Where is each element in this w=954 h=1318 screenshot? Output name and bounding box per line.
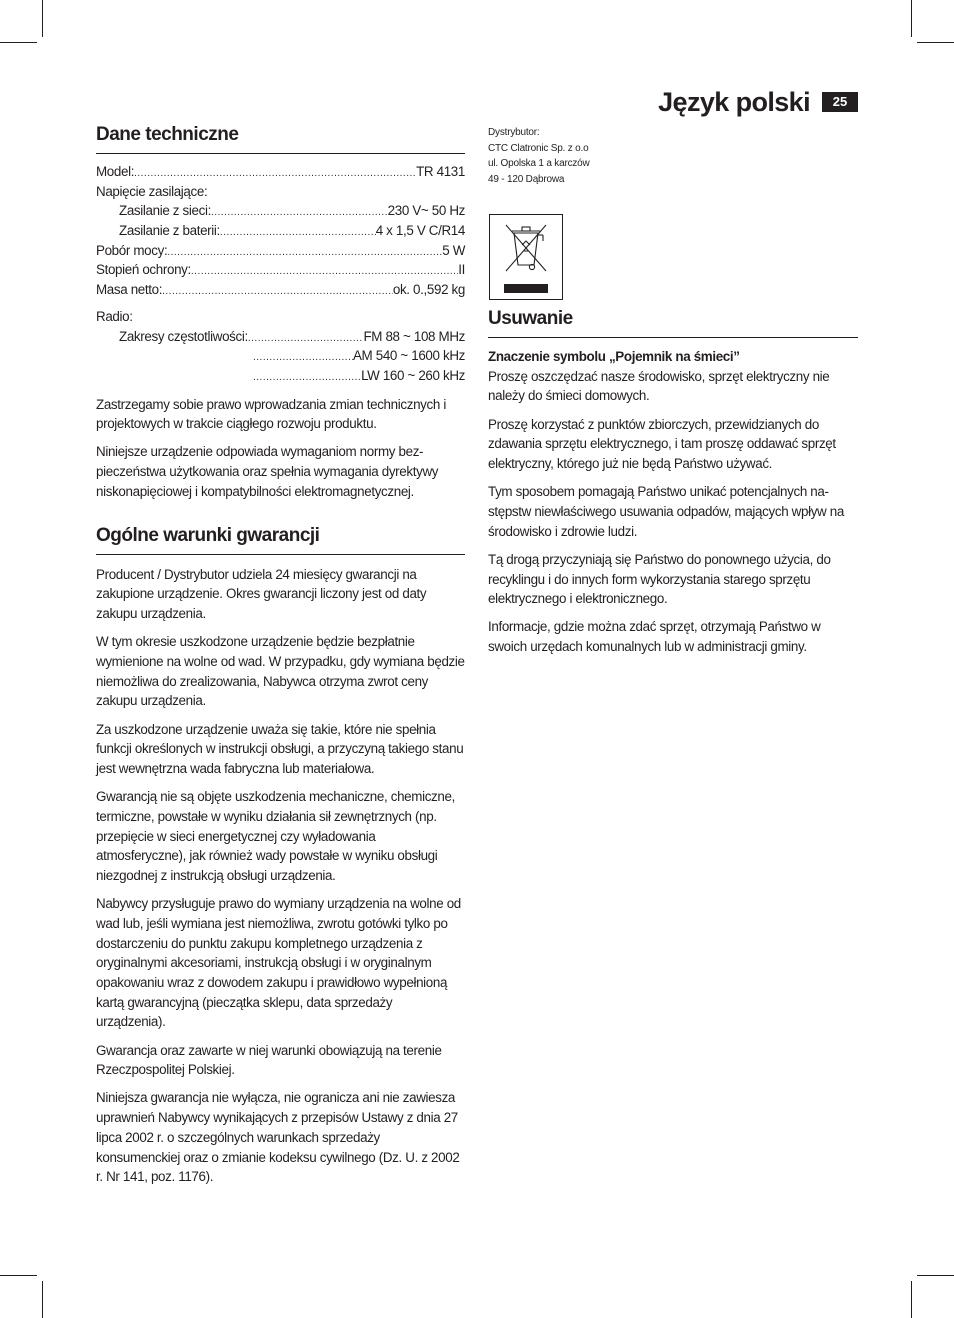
spec-row-protection — [96, 260, 465, 280]
spec-label: Zasilanie z sieci: — [119, 203, 211, 219]
spec-row-mains — [96, 201, 465, 221]
spec-row-radio — [96, 307, 465, 327]
crossed-out-wheelie-bin-icon — [489, 214, 563, 300]
right-column — [488, 125, 858, 665]
crop-mark — [42, 1281, 43, 1318]
distributor-block — [488, 125, 858, 187]
spec-row-am — [96, 346, 465, 366]
spec-value: 230 V~ 50 Hz — [387, 203, 465, 219]
spec-value: II — [458, 262, 465, 278]
paragraph: Tym sposobem pomagają Państwo unikać potencjalnych następstw niewłaściwego usuwania odpadów, mających wpływ na środowisko i zdrowie ludzi. — [488, 484, 844, 539]
paragraph: Zastrzegamy sobie prawo wprowadzania zmian technicznych i projektowych w trakcie ciągłego rozwoju produktu. — [96, 396, 446, 432]
distributor-line: ul. Opolska 1 a karczów — [488, 158, 590, 169]
spec-label: Pobór mocy: — [96, 242, 168, 258]
spec-row-lw — [96, 366, 465, 386]
spec-row-weight — [96, 280, 465, 300]
dot-leader — [134, 162, 416, 184]
spec-value: LW 160 ~ 260 kHz — [361, 367, 465, 383]
paragraph: Gwarancją nie są objęte uszkodzenia mechaniczne, chemiczne, termiczne, powstałe w wyniku działania sił zewnętrznych (np. przepięcie w sieci energetycznej czy wyładowania atmosferyczne), jak również wady powstałe w wyniku obsługi niezgodnej z instrukcją obsługi urządzenia. — [96, 789, 455, 883]
spec-row-power — [96, 241, 465, 261]
dot-leader — [248, 327, 364, 349]
tech-data-heading: Dane techniczne — [96, 121, 465, 154]
crop-mark — [917, 1275, 954, 1276]
crop-mark — [0, 1275, 37, 1276]
spec-value: AM 540 ~ 1600 kHz — [352, 348, 465, 364]
paragraph: W tym okresie uszkodzone urządzenie będzie bezpłatnie wymienione na wolne od wad. W przypadku, gdy wymiana będzie niemożliwa do zrealizowania, Nabywca otrzyma zwrot ceny zakupu urządzenia. — [96, 634, 465, 709]
paragraph: Proszę oszczędzać nasze środowisko, sprzęt elektryczny nie należy do śmieci domowych. — [488, 368, 830, 404]
spec-label: Stopień ochrony: — [96, 262, 191, 278]
page-number-badge: 25 — [822, 92, 858, 112]
spec-value: ok. 0.,592 kg — [392, 282, 465, 298]
dot-leader — [220, 221, 376, 243]
left-column — [96, 121, 465, 1195]
spec-value: FM 88 ~ 108 MHz — [363, 328, 465, 344]
distributor-line: Dystrybutor: — [488, 127, 540, 138]
crop-mark — [911, 0, 912, 37]
spec-table — [96, 162, 465, 386]
dot-leader — [191, 260, 458, 282]
dot-leader — [253, 346, 353, 368]
spec-value: TR 4131 — [416, 164, 465, 179]
warranty-heading: Ogólne warunki gwarancji — [96, 522, 465, 555]
tech-notes — [96, 395, 465, 502]
spec-row-battery — [96, 221, 465, 241]
spec-value: 5 W — [442, 242, 465, 258]
paragraph: Producent / Dystrybutor udziela 24 miesięcy gwarancji na zakupione urządzenie. Okres gwarancji liczony jest od daty zakupu urządzenia. — [96, 566, 427, 621]
spec-row-fm — [96, 327, 465, 347]
spec-label: Radio: — [96, 308, 133, 324]
spec-row-supply — [96, 182, 465, 202]
paragraph: Informacje, gdzie można zdać sprzęt, otrzymają Państwo w swoich urzędach komunalnych lub w administracji gminy. — [488, 619, 821, 655]
spec-label: Zakresy częstotliwości: — [119, 328, 248, 344]
crop-mark — [42, 0, 43, 37]
warranty-text — [96, 565, 465, 1187]
crop-mark — [911, 1281, 912, 1318]
paragraph: Niniejsza gwarancja nie wyłącza, nie ogranicza ani nie zawiesza uprawnień Nabywcy wynikających z przepisów Ustawy z dnia 27 lipca 2002 r. o szczególnych warunkach sprzedaży konsumenckiej oraz o zmianie kodeksu cywilnego (Dz. U. z 2002 r. Nr 141, poz. 1176). — [96, 1090, 460, 1185]
spec-label: Zasilanie z baterii: — [119, 223, 220, 239]
dot-leader — [253, 366, 361, 388]
spec-label: Masa netto: — [96, 282, 163, 298]
distributor-line: 49 - 120 Dąbrowa — [488, 173, 565, 185]
spec-value: 4 x 1,5 V C/R14 — [375, 223, 465, 239]
crop-mark — [917, 42, 954, 43]
spec-label: Model: — [96, 164, 135, 179]
dot-leader — [211, 201, 388, 223]
spec-row-model — [96, 162, 465, 182]
paragraph: Gwarancja oraz zawarte w niej warunki obowiązują na terenie Rzeczpospolitej Polskiej. — [96, 1042, 442, 1078]
paragraph: Za uszkodzone urządzenie uważa się takie, które nie spełnia funkcji określonych w instrukcji obsługi, a przyczyną takiego stanu jest wewnętrzna wada fabryczna lub materiałowa. — [96, 721, 464, 776]
paragraph: Tą drogą przyczyniają się Państwo do ponownego użycia, do recyklingu i do innych form wykorzystania starego sprzętu elektrycznego i elektronicznego. — [488, 551, 831, 607]
dot-leader — [167, 241, 442, 263]
paragraph: Proszę korzystać z punktów zbiorczych, przewidzianych do zdawania sprzętu elektrycznego, i tam proszę oddawać sprzęt elektryczny, którego już nie będą Państwo używać. — [488, 416, 836, 472]
dot-leader — [162, 280, 393, 302]
language-title: Język polski — [658, 87, 810, 117]
spec-label: Napięcie zasilające: — [96, 183, 208, 199]
symbol-heading: Znaczenie symbolu „Pojemnik na śmieci” — [488, 349, 740, 364]
distributor-line: CTC Clatronic Sp. z o.o — [488, 142, 589, 154]
paragraph: Nabywcy przysługuje prawo do wymiany urządzenia na wolne od wad lub, jeśli wymiana jest niemożliwa, zwrotu gotówki tylko po dostarczeniu do punktu zakupu kompletnego urządzenia z oryginalnymi akcesoriami, instrukcją obsługi i w oryginalnym opakowaniu wraz z dowodem zakupu i prawidłowo wypełnioną kartą gwarancyjną (pieczątka sklepu, data sprzedaży urządzenia). — [96, 896, 461, 1030]
disposal-heading: Usuwanie — [488, 305, 858, 338]
crop-mark — [0, 42, 37, 43]
crossed-out-wheelie-bin-icon — [490, 215, 562, 299]
paragraph: Niniejsze urządzenie odpowiada wymaganiom normy bezpieczeństwa użytkowania oraz spełnia wymagania dyrektywy niskonapięciowej i kompatybilności elektromagnetycznej. — [96, 444, 439, 499]
